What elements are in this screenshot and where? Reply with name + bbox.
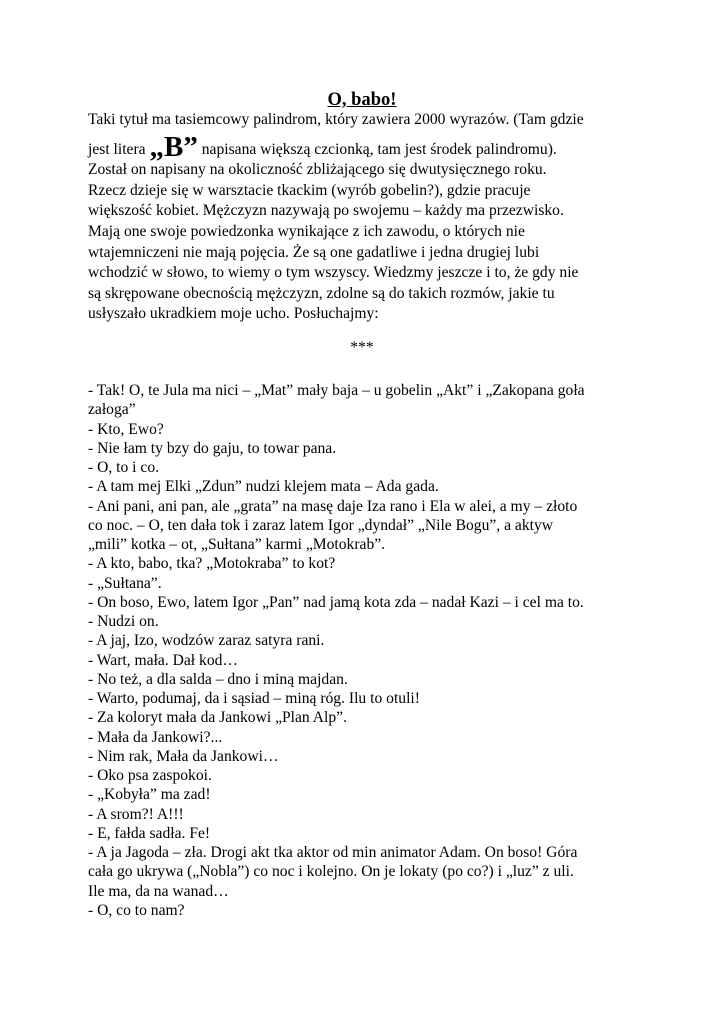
intro-line: wtajemniczeni nie mają pojęcia. Że są one gadatliwe i jedna drugiej lubi — [88, 243, 540, 261]
intro-line: wchodzić w słowo, to wiemy o tym wszyscy. Wiedzmy jeszcze i to, że gdy nie — [88, 264, 579, 282]
dialog-line: - Wart, mała. Dał kod… — [88, 651, 239, 669]
dialog-line: - Nudzi on. — [88, 613, 159, 630]
dialog-line: - Nim rak, Mała da Jankowi… — [88, 747, 279, 765]
dialog-line: - Nie łam ty bzy do gaju, to towar pana. — [88, 439, 337, 457]
intro-line — [88, 130, 648, 163]
intro-paragraph — [88, 110, 648, 325]
intro-text: jest litera — [88, 140, 150, 158]
dialog-line: - Tak! O, te Jula ma nici – „Mat” mały baja – u gobelin „Akt” i „Zakopana goła — [88, 382, 585, 399]
dialog-line: - Kto, Ewo? — [88, 420, 164, 438]
intro-line: usłyszało ukradkiem moje ucho. Posłuchajmy: — [88, 305, 379, 323]
dialog-line: - „Kobyła” ma zad! — [88, 786, 211, 804]
dialog-line: cała go ukrywa („Nobla”) co noc i kolejno. On je lokaty (po co?) i „luz” z uli. — [88, 863, 574, 881]
dialog-line: „mili” kotka – ot, „Sułtana” karmi „Motokrab”. — [88, 536, 386, 553]
page-title: O, babo! — [327, 90, 397, 110]
intro-line: Taki tytuł ma tasiemcowy palindrom, który zawiera 2000 wyrazów. (Tam gdzie — [88, 111, 584, 128]
dialog-line: - E, fałda sadła. Fe! — [88, 824, 211, 842]
intro-line: są skrępowane obecnością mężczyzn, zdolne są do takich rozmów, jakie tu — [88, 284, 555, 302]
dialog-line: Ile ma, da na wanad… — [88, 882, 229, 900]
dialog-line: - No też, a dla salda – dno i miną majdan. — [88, 670, 348, 688]
dialog-line: - „Sułtana”. — [88, 574, 162, 592]
intro-text: napisana większą czcionką, tam jest środek palindromu). — [197, 140, 557, 158]
intro-line: Rzecz dzieje się w warsztacie tkackim (wyrób gobelin?), gdzie pracuje — [88, 181, 531, 199]
dialog-line: - O, co to nam? — [88, 901, 185, 919]
dialog-line: co noc. – O, ten dała tok i zaraz latem Igor „dyndał” „Nile Bogu”, a aktyw — [88, 516, 554, 534]
dialog-line: - Warto, podumaj, da i sąsiad – miną róg. Ilu to otuli! — [88, 690, 420, 707]
dialog-line: - Ani pani, ani pan, ale „grata” na masę daje Iza rano i Ela w alei, a my – złoto — [88, 497, 578, 515]
dialog-line: - A jaj, Izo, wodzów zaraz satyra rani. — [88, 632, 325, 650]
dialog-line: - A tam mej Elki „Zdun” nudzi klejem mata – Ada gada. — [88, 478, 439, 496]
section-separator: *** — [350, 339, 374, 356]
dialog-line: załoga” — [88, 401, 136, 419]
dialog-line: - Za koloryt mała da Jankowi „Plan Alp”. — [88, 709, 347, 727]
big-letter-b: „B” — [149, 130, 198, 163]
dialog-line: - A srom?! A!!! — [88, 805, 184, 823]
intro-line: większość kobiet. Mężczyzn nazywają po swojemu – każdy ma przezwisko. — [88, 202, 564, 220]
dialog-section — [88, 381, 648, 920]
dialog-line: - A kto, babo, tka? „Motokraba” to kot? — [88, 555, 336, 573]
dialog-line: - Oko psa zaspokoi. — [88, 767, 212, 784]
dialog-line: - O, to i co. — [88, 459, 160, 476]
dialog-line: - On boso, Ewo, latem Igor „Pan” nad jamą kota zda – nadał Kazi – i cel ma to. — [88, 593, 584, 611]
dialog-line: - A ja Jagoda – zła. Drogi akt tka aktor od min animator Adam. On boso! Góra — [88, 844, 578, 861]
dialog-line: - Mała da Jankowi?... — [88, 728, 223, 746]
intro-line: Mają one swoje powiedzonka wynikające z ich zawodu, o których nie — [88, 222, 525, 240]
intro-line: Został on napisany na okoliczność zbliżającego się dwutysięcznego roku. — [88, 161, 547, 179]
